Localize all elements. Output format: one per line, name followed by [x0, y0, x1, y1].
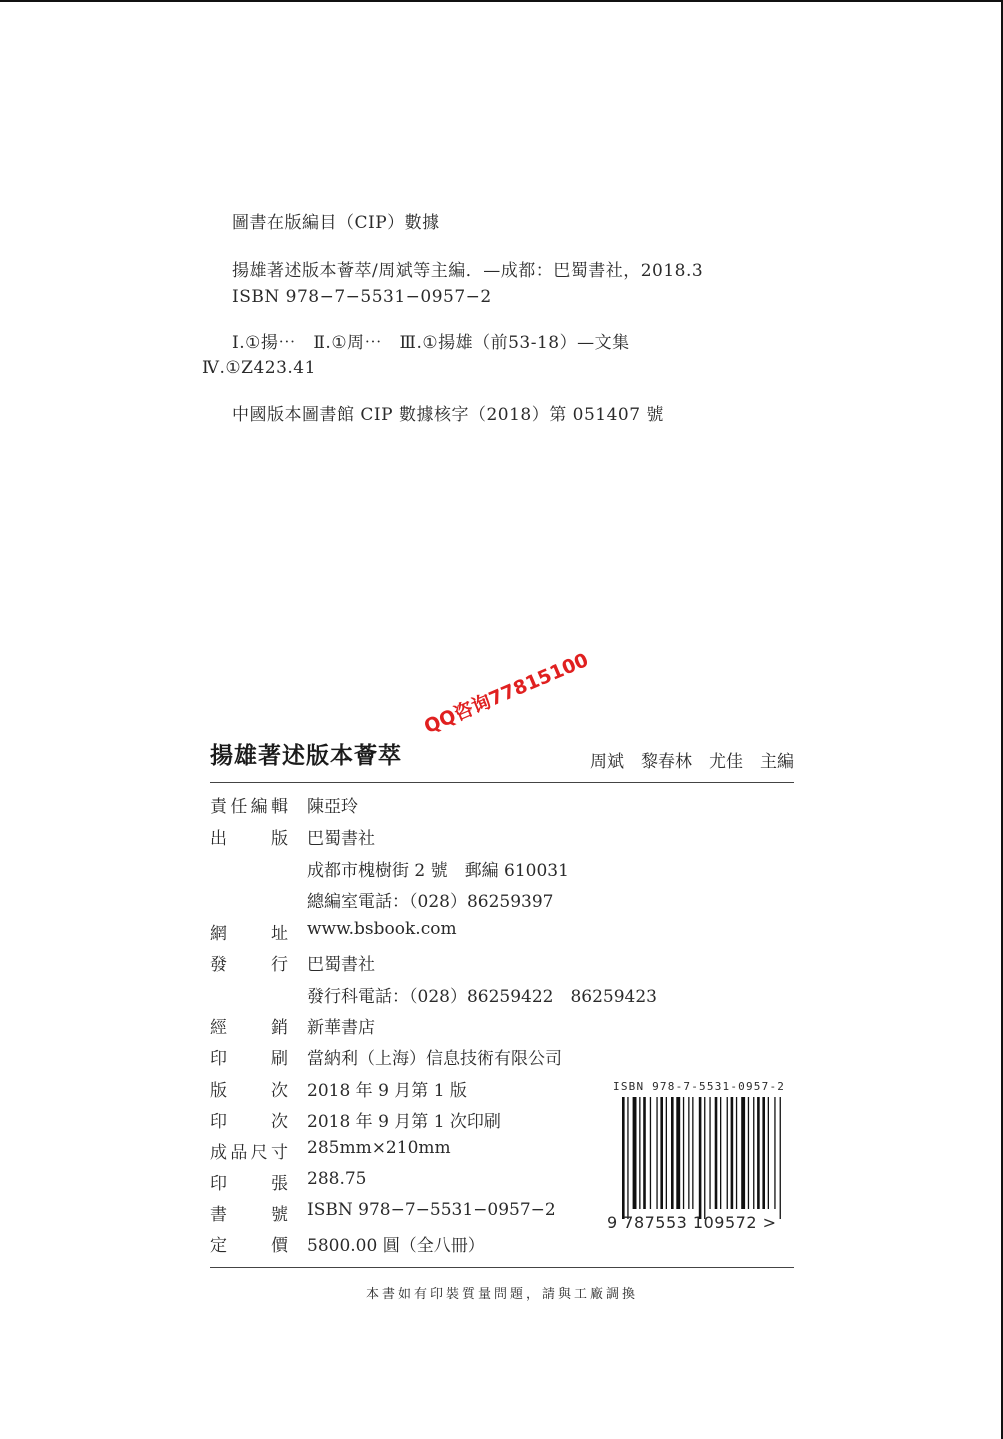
barcode-bar — [736, 1097, 737, 1209]
barcode-bar — [688, 1097, 689, 1209]
colophon-value: www.bsbook.com — [307, 919, 457, 939]
barcode-bar — [715, 1097, 718, 1209]
barcode-bar — [704, 1097, 705, 1219]
colophon-value: 新華書店 — [307, 1018, 375, 1038]
barcode-bar — [768, 1097, 769, 1209]
barcode-bar — [727, 1097, 728, 1209]
colophon-label: 版 次 — [210, 1081, 288, 1101]
isbn-barcode — [620, 1097, 785, 1219]
top-border — [0, 0, 1003, 2]
barcode-bar — [741, 1097, 745, 1209]
colophon-label: 書 號 — [210, 1205, 288, 1225]
colophon-label: 印 刷 — [210, 1049, 288, 1069]
cip-classification-line: Ⅰ.①揚⋯ Ⅱ.①周⋯ Ⅲ.①揚雄（前53-18）—文集 — [232, 333, 630, 353]
barcode-bar — [753, 1097, 754, 1209]
title-divider — [210, 782, 794, 783]
barcode-bar — [774, 1097, 775, 1209]
cip-class-number-line: Ⅳ.①Z423.41 — [202, 358, 316, 378]
barcode-bar — [671, 1097, 674, 1209]
barcode-bar — [720, 1097, 721, 1209]
colophon-label: 定 價 — [210, 1236, 288, 1256]
colophon-value: 陳亞玲 — [307, 797, 358, 817]
barcode-bar — [757, 1097, 760, 1209]
barcode-isbn-text: ISBN 978-7-5531-0957-2 — [613, 1080, 786, 1093]
colophon-value: 當納利（上海）信息技術有限公司 — [307, 1049, 562, 1069]
footer-note: 本書如有印裝質量問題，請與工廠調換 — [365, 1287, 638, 1302]
colophon-value: 2018 年 9 月第 1 版 — [307, 1081, 467, 1101]
colophon-label: 印 次 — [210, 1112, 288, 1132]
barcode-bar — [633, 1097, 637, 1209]
barcode-bar — [622, 1097, 625, 1219]
cip-title-line: 揚雄著述版本薈萃/周斌等主編．—成都：巴蜀書社，2018.3 — [232, 261, 704, 281]
colophon-label: 成 品 尺 寸 — [210, 1143, 288, 1163]
colophon-value: 總編室電話：（028）86259397 — [307, 892, 554, 912]
colophon-value: 巴蜀書社 — [307, 955, 375, 975]
colophon-label: 責 任 編 輯 — [210, 797, 288, 817]
colophon-label: 印 張 — [210, 1174, 288, 1194]
barcode-bar — [666, 1097, 667, 1209]
barcode-bar — [676, 1097, 680, 1209]
barcode-bar — [699, 1097, 702, 1219]
barcode-bar — [656, 1097, 657, 1209]
barcode-bar — [731, 1097, 734, 1209]
barcode-bar — [660, 1097, 663, 1209]
colophon-label: 經 銷 — [210, 1018, 288, 1038]
barcode-bar — [692, 1097, 693, 1209]
barcode-bar — [709, 1097, 710, 1209]
barcode-digits: 9 787553 109572 > — [607, 1213, 777, 1232]
barcode-bar — [683, 1097, 684, 1209]
barcode-bar — [780, 1097, 781, 1219]
colophon-label: 網 址 — [210, 924, 288, 944]
book-title-row — [210, 735, 794, 775]
colophon-value: 2018 年 9 月第 1 次印刷 — [307, 1112, 501, 1132]
barcode-bar — [748, 1097, 749, 1209]
barcode-bar — [643, 1097, 646, 1209]
colophon-value: 巴蜀書社 — [307, 829, 375, 849]
colophon-value: 5800.00 圓（全八冊） — [307, 1236, 485, 1256]
cip-heading: 圖書在版編目（CIP）數據 — [232, 213, 440, 233]
colophon-value: 發行科電話：（028）86259422 86259423 — [307, 987, 658, 1007]
book-title: 揚雄著述版本薈萃 — [210, 742, 402, 769]
barcode-bar — [627, 1097, 628, 1219]
book-editors: 周斌 黎春林 尤佳 主編 — [590, 752, 794, 772]
barcode-bar — [650, 1097, 651, 1209]
qq-watermark: QQ咨询77815100 — [421, 649, 592, 739]
barcode-bar — [762, 1097, 765, 1209]
colophon-value: 285mm×210mm — [307, 1138, 451, 1158]
footer-divider — [210, 1267, 794, 1268]
colophon-value: 288.75 — [307, 1169, 367, 1189]
colophon-label: 出 版 — [210, 829, 288, 849]
cip-record-number-line: 中國版本圖書館 CIP 數據核字（2018）第 051407 號 — [232, 405, 664, 425]
barcode-bar — [639, 1097, 640, 1209]
colophon-label: 發 行 — [210, 955, 288, 975]
colophon-value: 成都市槐樹街 2 號 郵編 610031 — [307, 861, 569, 881]
cip-isbn-line: ISBN 978−7−5531−0957−2 — [232, 287, 492, 307]
colophon-value: ISBN 978−7−5531−0957−2 — [307, 1200, 556, 1220]
